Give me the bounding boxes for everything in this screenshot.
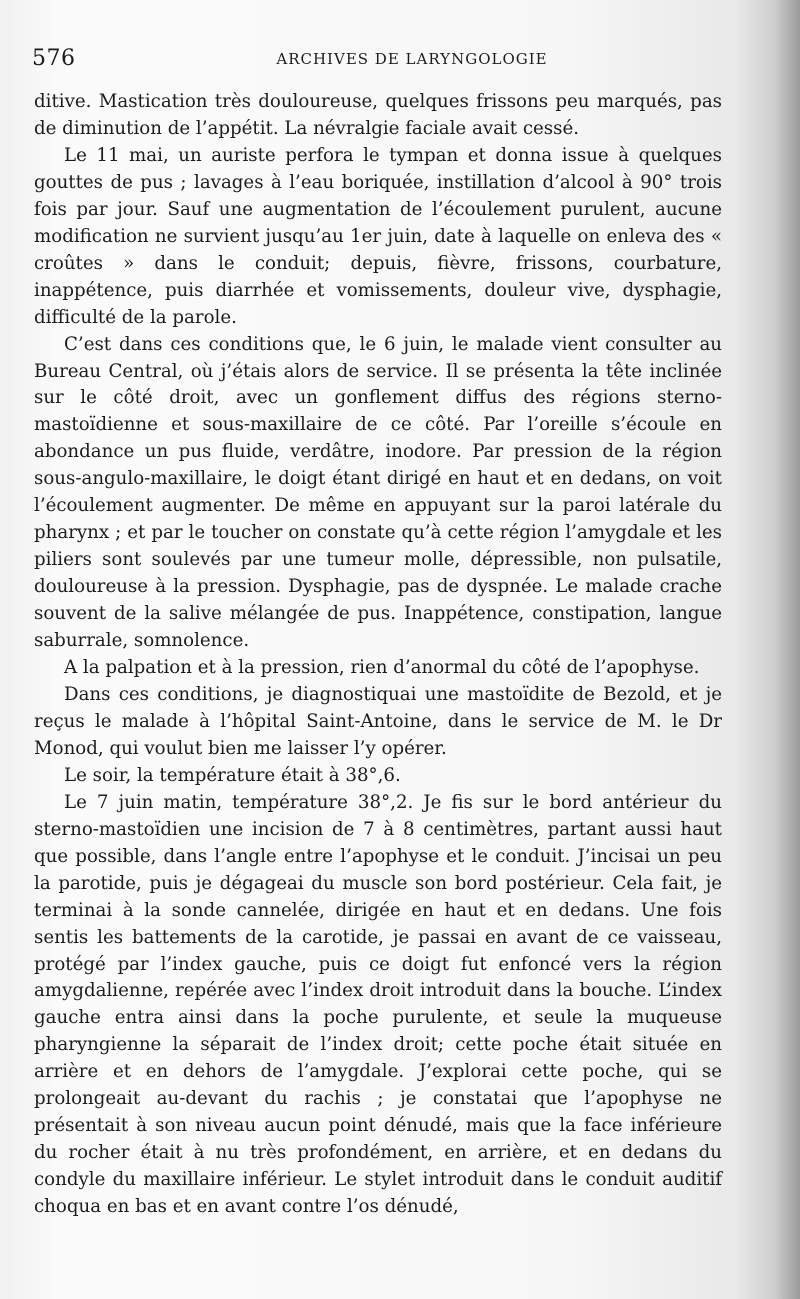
body-text: [34, 89, 722, 1221]
paragraph: ditive. Mastication très douloureuse, quelques frissons peu marqués, pas de diminution de l’appétit. La névralgie faciale avait cessé.: [34, 91, 722, 139]
page-edge-shadow: [774, 0, 800, 1299]
paragraph: Le 11 mai, un auriste perfora le tympan et donna issue à quelques gouttes de pus ; lavages à l’eau boriquée, instillation d’alcool à 90° trois fois par jour. Sauf une augmentation de l’écoulement purulent, aucune modification ne survient jusqu’au 1er juin, date à laquelle on enleva des « croûtes » dans le conduit; depuis, fièvre, frissons, courbature, inappétence, puis diarrhée et vomissements, douleur vive, dysphagie, difficulté de la parole.: [34, 144, 722, 328]
paragraph: Le soir, la température était à 38°,6.: [64, 764, 401, 786]
paragraph: Le 7 juin matin, température 38°,2. Je fis sur le bord antérieur du sterno-mastoïdien une incision de 7 à 8 centimètres, partant aussi haut que possible, dans l’angle entre l’apophyse et le conduit. J’incisai un peu la parotide, puis je dégageai du muscle son bord postérieur. Cela fait, je terminai à la sonde cannelée, dirigée en haut et en dedans. Une fois sentis les battements de la carotide, je passai en avant de ce vaisseau, protégé par l’index gauche, puis ce doigt fut enfoncé vers la région amygdalienne, repérée avec l’index droit introduit dans la bouche. L’index gauche entra ainsi dans la poche purulente, et seule la muqueuse pharyngienne la séparait de l’index droit; cette poche était située en arrière et en dehors de l’amygdale. J’explorai cette poche, qui se prolongeait au-devant du rachis ; je constatai que l’apophyse ne présentait à son niveau aucun point dénudé, mais que la face inférieure du rocher était à nu très profondément, en arrière, et en dedans du condyle du maxillaire inférieur. Le stylet introduit dans le conduit auditif choqua en bas et en avant contre l’os dénudé,: [34, 791, 722, 1218]
paragraph: Dans ces conditions, je diagnostiquai une mastoïdite de Bezold, et je reçus le malade à l’hôpital Saint-Antoine, dans le service de M. le Dr Monod, qui voulut bien me laisser l’y opérer.: [34, 683, 722, 759]
page-header: [32, 46, 732, 78]
paragraph: C’est dans ces conditions que, le 6 juin, le malade vient consulter au Bureau Central, où j’étais alors de service. Il se présenta la tête inclinée sur le côté droit, avec un gonflement diffus des régions sterno-mastoïdienne et sous-maxillaire de ce côté. Par l’oreille s’écoule en abondance un pus fluide, verdâtre, inodore. Par pression de la région sous-angulo-maxillaire, le doigt étant dirigé en haut et en dedans, on voit l’écoulement augmenter. De même en appuyant sur la paroi latérale du pharynx ; et par le toucher on constate qu’à cette région l’amygdale et les piliers sont soulevés par une tumeur molle, dépressible, non pulsatile, douloureuse à la pression. Dysphagie, pas de dyspnée. Le malade crache souvent de la salive mélangée de pus. Inappétence, constipation, langue saburrale, somnolence.: [34, 333, 722, 652]
running-title: ARCHIVES DE LARYNGOLOGIE: [276, 50, 548, 68]
page-number: 576: [32, 46, 76, 71]
paragraph: A la palpation et à la pression, rien d’anormal du côté de l’apophyse.: [64, 657, 700, 679]
